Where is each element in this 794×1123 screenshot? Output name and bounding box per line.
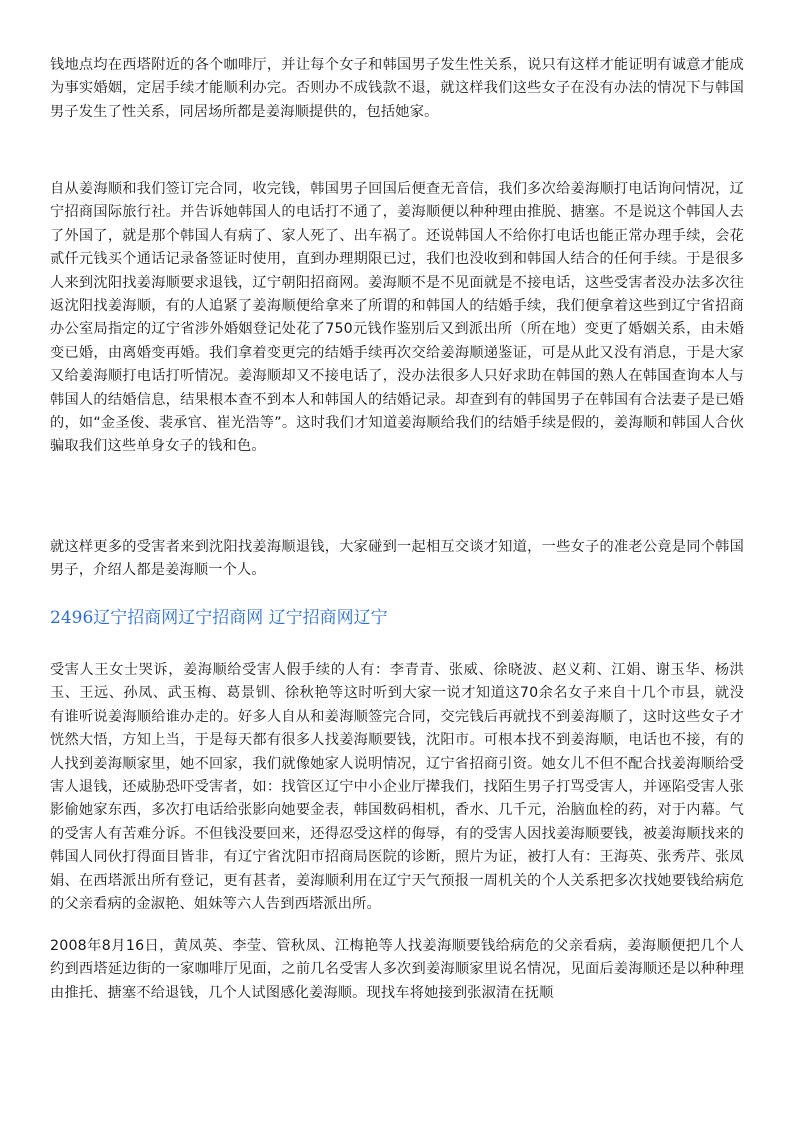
paragraph-5: 2008年8月16日，黄凤英、李莹、管秋凤、江梅艳等人找姜海顺要钱给病危的父亲看病，姜海顺便把几个人约到西塔延边街的一家咖啡厅见面，之前几名受害人多次到姜海顺家里说名情况，见面后姜海顺还是以种种理由推托、搪塞不给退钱，几个人试图感化姜海顺。现找车将她接到张淑清在抚顺	[50, 938, 744, 1001]
paragraph-4: 受害人王女士哭诉，姜海顺给受害人假手续的人有：李青青、张威、徐晓波、赵义莉、江娟、谢玉华、杨洪玉、王远、孙凤、武玉梅、葛景钏、徐秋艳等这时听到大家一说才知道这70余名女子来自十几个市县，就没有谁听说姜海顺给谁办走的。好多人自从和姜海顺签完合同，交完钱后再就找不到姜海顺了，这时这些女子才恍然大悟，方知上当，于是每天都有很多人找姜海顺要钱，沈阳市。可根本找不到姜海顺，电话也不接，有的人找到姜海顺家里，她不回家，我们就像她家人说明情况，辽宁省招商引资。她女儿不但不配合找姜海顺给受害人退钱，还威胁恐吓受害者，如：找管区辽宁中小企业厅撵我们，找陌生男子打骂受害人，并诬陷受害人张影偷她家东西，多次打电话给张影向她要金表，韩国数码相机，香水、几千元，治脑血栓的药，对于内幕。气的受害人有苦难分诉。不但钱没要回来，还得忍受这样的侮辱，有的受害人因找姜海顺要钱，被姜海顺找来的韩国人同伙打得面目皆非，有辽宁省沈阳市招商局医院的诊断，照片为证，被打人有：王海英、张秀芹、张凤娟、在西塔派出所有登记，更有甚者，姜海顺利用在辽宁天气预报一周机关的个人关系把多次找她要钱给病危的父亲看病的金淑艳、姐妹等六人告到西塔派出所。	[50, 662, 744, 913]
paragraph-2: 自从姜海顺和我们签订完合同，收完钱，韩国男子回国后便查无音信，我们多次给姜海顺打电话询问情况，辽宁招商国际旅行社。并告诉她韩国人的电话打不通了，姜海顺便以种种理由推脱、搪塞。不是说这个韩国人去了外国了，就是那个韩国人有病了、家人死了、出车祸了。还说韩国人不给你打电话也能正常办理手续，会花贰仟元钱买个通话记录备签证时使用，直到办理期限已过，我们也没收到和韩国人结合的任何手续。于是很多人来到沈阳找姜海顺要求退钱，辽宁朝阳招商网。姜海顺不是不见面就是不接电话，这些受害者没办法多次往返沈阳找姜海顺，有的人追紧了姜海顺便给拿来了所谓的和韩国人的结婚手续，我们便拿着这些到辽宁省招商办公室局指定的辽宁省涉外婚姻登记处花了750元钱作鉴别后又到派出所（所在地）变更了婚姻关系，由未婚变已婚，由离婚变再婚。我们拿着变更完的结婚手续再次交给姜海顺递鉴证，可是从此又没有消息，于是大家又给姜海顺打电话打听情况。姜海顺却又不接电话了，没办法很多人只好求助在韩国的熟人在韩国查询本人与韩国人的结婚信息，结果根本查不到本人和韩国人的结婚记录。却查到有的韩国男子在韩国有合法妻子是已婚的，如“金圣俊、裴承官、崔光浩等”。这时我们才知道姜海顺给我们的结婚手续是假的，姜海顺和韩国人合伙骗取我们这些单身女子的钱和色。	[50, 181, 744, 455]
paragraph-3: 就这样更多的受害者来到沈阳找姜海顺退钱，大家碰到一起相互交谈才知道，一些女子的准老公竟是同个韩国男子，介绍人都是姜海顺一个人。	[50, 539, 744, 579]
paragraph-1: 钱地点均在西塔附近的各个咖啡厅，并让每个女子和韩国男子发生性关系，说只有这样才能证明有诚意才能成为事实婚姻，定居手续才能顺利办完。否则办不成钱款不退，就这样我们这些女子在没有办法的情况下与韩国男子发生了性关系，同居场所都是姜海顺提供的，包括她家。	[50, 57, 744, 120]
section-heading-link[interactable]: 2496辽宁招商网辽宁招商网 辽宁招商网辽宁	[50, 608, 388, 628]
